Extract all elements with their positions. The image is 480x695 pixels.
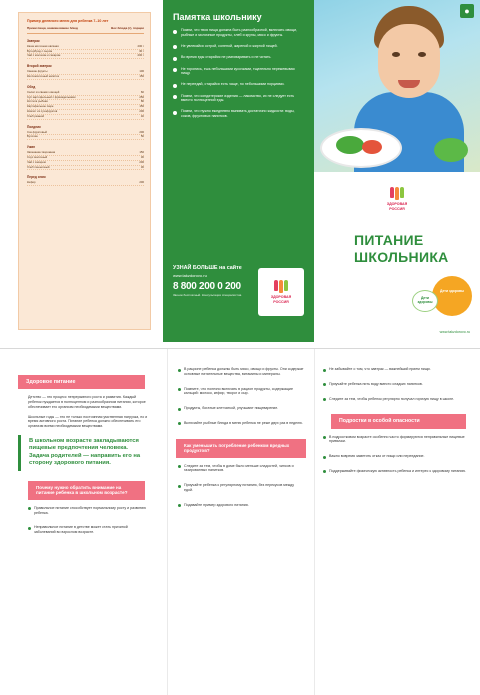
- healthy-eating-banner: Здоровое питание: [18, 375, 145, 389]
- bullet-icon: [28, 507, 31, 510]
- cover-title-line1: ПИТАНИЕ: [354, 232, 424, 248]
- menu-dish: Кисломолочный напиток: [27, 74, 59, 78]
- bullet-icon: [323, 456, 326, 459]
- menu-dish: Хлеб ржаной: [27, 113, 45, 118]
- menu-dish: Сок фруктовый: [27, 129, 47, 134]
- bullet-text: Приучайте ребенка к регулярному питанию, без перекусов между едой.: [184, 483, 295, 492]
- menu-amount: 200: [139, 159, 144, 164]
- bullet-item: [178, 406, 304, 416]
- bullet-text: Приучайте ребенка пить воду вместо сладких напитков.: [329, 381, 423, 386]
- paragraph: Школьные годы — это не только постоянная умственная нагрузка, но и время активного роста. Питание ребенка должно обеспечивать его организм всеми необходимыми веществами.: [28, 414, 148, 429]
- menu-dish: Суп картофельный с фрикадельками: [27, 94, 76, 99]
- reduce-junk-list: [178, 464, 304, 513]
- bullet-icon: [323, 369, 326, 372]
- bullet-text: Продукты, богатые клетчаткой, улучшают пищеварение.: [184, 406, 279, 411]
- inner-column-middle: [167, 349, 314, 695]
- tip-text: Не торопись, ешь небольшими кусочками, тщательно пережевывая пищу.: [181, 66, 295, 76]
- cover-logo-line1: ЗДОРОВАЯ: [386, 202, 408, 207]
- menu-dish: Соус молочный: [27, 154, 48, 159]
- bullet-item: [323, 454, 470, 464]
- menu-amount: 200: [139, 129, 144, 134]
- menu-amount: 30: [140, 164, 144, 169]
- menu-dish: Свежие фрукты: [27, 69, 48, 74]
- menu-dish: Хлеб пшеничный: [27, 164, 50, 169]
- menu-amount: 200 г: [137, 43, 144, 48]
- menu-header-row: [27, 27, 144, 33]
- why-attention-banner: Почему нужно обратить внимание на питание ребенка в школьном возрасте?: [28, 481, 145, 500]
- menu-amount: 40: [140, 113, 144, 118]
- bullet-icon: [173, 57, 177, 61]
- menu-panel: [0, 0, 163, 342]
- bullet-text: Неправильное питание в детстве может стать причиной заболеваний во взрослом возрасте.: [34, 525, 128, 535]
- cover-healthy-russia-logo: [376, 176, 418, 222]
- bullet-icon: [173, 45, 177, 49]
- menu-amount: 60: [140, 89, 144, 94]
- sticker-badge: Дети здоровы: [432, 276, 472, 316]
- menu-row: [27, 54, 144, 59]
- logo-line2: РОССИЯ: [273, 299, 289, 304]
- tips-title: Памятка школьнику: [173, 12, 262, 22]
- bullet-icon: [28, 527, 31, 530]
- menu-dish: Чай с молоком и сахаром: [27, 53, 61, 58]
- menu-dish: Бутерброд с сыром: [27, 48, 53, 53]
- healthy-eating-text: [0, 389, 167, 429]
- daily-menu-card: [18, 12, 151, 330]
- bullet-icon: [178, 369, 181, 372]
- meal-title: Второй завтрак: [27, 64, 52, 69]
- hotline-note: Звонок бесплатный. Консультация специалистов.: [173, 293, 243, 297]
- bullet-text: Включайте рыбные блюда в меню ребенка не реже двух раз в неделю.: [184, 420, 303, 425]
- tips-panel: [163, 0, 314, 342]
- menu-amount: 150: [139, 104, 144, 109]
- bullet-icon: [178, 504, 181, 507]
- menu-col-dish: Прием пищи, наименование блюд: [27, 26, 78, 31]
- menu-row: [27, 181, 144, 186]
- bullet-text: В рационе ребенка должны быть мясо, овощи и фрукты. Они содержат основные питательные вещества, витамины и минералы.: [184, 367, 304, 376]
- bullet-text: Поддерживайте физическую активность ребенка и интерес к здоровому питанию.: [329, 468, 467, 473]
- bullet-item: [323, 435, 470, 450]
- bullet-text: Подавайте пример здорового питания.: [184, 502, 249, 507]
- cover-site[interactable]: www.takzdorovo.ru: [439, 330, 470, 334]
- meal-title: Завтрак: [27, 38, 40, 43]
- highlight-quote: В школьном возрасте закладываются пищевые предпочтения человека. Задача родителей — направить его на сторону здорового питания.: [18, 435, 149, 471]
- cover-title: [354, 232, 449, 266]
- tip-item: [173, 109, 302, 119]
- menu-dish: Котлета рыбная: [27, 99, 48, 104]
- menu-amount: 200: [139, 108, 144, 113]
- bullet-icon: [173, 84, 177, 88]
- bullet-text: Следите за тем, чтобы ребенок регулярно получал горячую пищу в школе.: [329, 396, 455, 401]
- bullet-text: Следите за тем, чтобы в доме было меньше сладостей, чипсов и газированных напитков.: [184, 463, 294, 473]
- menu-amount: 150: [139, 150, 144, 155]
- menu-amount: 80: [140, 99, 144, 104]
- bullet-icon: [178, 422, 181, 425]
- menu-dish: Каша молочная овсяная: [27, 43, 59, 48]
- brochure-inner-side: [0, 348, 480, 695]
- meal-title: Полдник: [27, 124, 41, 129]
- menu-dish: Чай с сахаром: [27, 159, 46, 164]
- menu-row: [27, 166, 144, 171]
- tip-item: [173, 67, 302, 77]
- bullet-icon: [173, 95, 177, 99]
- sticker-inner-badge: Дети здоровы: [412, 290, 438, 312]
- bullet-item: [28, 525, 149, 540]
- bullet-icon: [323, 398, 326, 401]
- tip-text: Помни, что твоя пища должна быть разнообразной, включать овощи, рыбные и молочные продукты, хлеб и крупы, мясо и фрукты.: [181, 28, 298, 37]
- bullet-icon: [323, 436, 326, 439]
- healthy-russia-logo: [258, 268, 304, 316]
- bullet-item: [178, 483, 304, 498]
- menu-amount: 150: [139, 74, 144, 78]
- meal-title: Ужин: [27, 145, 36, 150]
- bullet-item: [323, 382, 470, 392]
- tips-list: [173, 28, 302, 119]
- tip-text: Не увлекайся острой, соленой, жареной и жирной пищей.: [181, 43, 278, 48]
- bullet-item: [178, 387, 304, 402]
- bullet-text: Не забывайте о том, что завтрак — важнейший прием пищи.: [329, 367, 431, 371]
- menu-dish: Компот из сухофруктов: [27, 108, 58, 113]
- bullet-icon: [178, 388, 181, 391]
- menu-row: [27, 135, 144, 140]
- boy-eating-photo: [314, 0, 480, 172]
- menu-amount: 50: [140, 134, 144, 139]
- menu-dish: Кефир: [27, 180, 36, 185]
- menu-amount: 200: [139, 180, 144, 185]
- bullet-icon: [178, 408, 181, 411]
- menu-row: [27, 115, 144, 120]
- bullet-icon: [178, 485, 181, 488]
- teenagers-text: [323, 435, 470, 479]
- bullet-item: [323, 367, 470, 377]
- learn-more-block: [173, 265, 251, 298]
- learn-more-title: УЗНАЙ БОЛЬШЕ на сайте: [173, 265, 242, 271]
- bullet-icon: [173, 30, 177, 34]
- why-attention-list: [0, 500, 167, 540]
- menu-amount: 30: [140, 154, 144, 159]
- bullet-item: [323, 469, 470, 479]
- meal-title: Обед: [27, 84, 36, 89]
- meal-title: Перед сном: [27, 175, 46, 180]
- people-icon: [274, 280, 288, 293]
- tip-item: [173, 94, 302, 104]
- tip-item: [173, 55, 302, 61]
- inner-column-right: [314, 349, 480, 695]
- menu-amount: 200 г: [137, 53, 144, 58]
- right-list: [323, 367, 470, 406]
- bullet-item: [178, 464, 304, 479]
- bullet-icon: [323, 383, 326, 386]
- tip-text: Помни, что нужно ежедневно выпивать достаточно жидкости: воды, соков, фруктовых напитков.: [181, 109, 295, 119]
- menu-dish: Салат из свежих овощей: [27, 89, 60, 94]
- bullet-icon: [173, 68, 177, 72]
- bullet-item: [178, 503, 304, 513]
- menu-col-amount: Вес блюда (г), порции: [111, 26, 144, 31]
- menu-dish: Запеканка творожная: [27, 150, 56, 155]
- inner-column-left: [0, 349, 167, 695]
- people-icon: [390, 187, 404, 200]
- menu-amount: 250: [139, 94, 144, 99]
- menu-title: Пример дневного меню для ребенка 7–10 лет: [27, 19, 109, 23]
- paragraph: Детство — это процесс непрерывного роста и развития. Каждый ребенок нуждается в полноценном и разнообразном питании, которое обеспечивает его организм необходимыми веществами.: [28, 395, 146, 409]
- menu-amount: 30 г: [139, 48, 144, 53]
- bullet-text: В подростковом возрасте особенно часто формируются неправильные пищевые привычки.: [329, 434, 465, 444]
- bullet-item: [178, 421, 304, 431]
- tip-text: Не переедай, старайся есть чаще, но небольшими порциями.: [181, 82, 285, 87]
- tip-text: Помни, что кондитерские изделия — лакомство, их не следует есть вместо полноценной еды.: [181, 93, 295, 103]
- apple-icon: ●: [460, 4, 474, 18]
- learn-more-site[interactable]: www.takzdorovo.ru: [173, 273, 207, 278]
- teenagers-banner: Подростки в особой опасности: [331, 414, 466, 428]
- bullet-item: [28, 506, 149, 521]
- brochure-outer-side: [0, 0, 480, 342]
- hotline-phone[interactable]: 8 800 200 0 200: [173, 281, 241, 292]
- menu-dish: Картофельное пюре: [27, 104, 54, 109]
- cover-panel: [314, 0, 480, 342]
- tip-item: [173, 82, 302, 88]
- menu-dish: Булочка: [27, 134, 38, 139]
- tip-item: [173, 28, 302, 38]
- tip-item: [173, 44, 302, 50]
- cover-title-line2: ШКОЛЬНИКА: [354, 249, 449, 265]
- reduce-junk-banner: Как уменьшить потребление ребенком вредных продуктов?: [176, 439, 306, 458]
- menu-amount: 100: [139, 69, 144, 74]
- logo-line1: ЗДОРОВАЯ: [270, 295, 292, 300]
- bullet-icon: [173, 111, 177, 115]
- bullet-text: Правильное питание способствует нормальному росту и развитию ребенка.: [34, 505, 147, 515]
- middle-text: [178, 367, 304, 431]
- bullet-text: Важно вовремя заметить отказ от пищи или переедание.: [329, 454, 425, 459]
- bullet-text: Помните, что полезно включать в рацион продукты, содержащие кальций: молоко, кефир, творог и сыр.: [184, 386, 293, 396]
- bullet-icon: [323, 470, 326, 473]
- bullet-item: [178, 367, 304, 382]
- menu-row: [27, 75, 144, 80]
- menu-body: [27, 39, 144, 186]
- bullet-item: [323, 397, 470, 407]
- tip-text: Во время еды старайся не разговаривать и не читать.: [181, 55, 272, 60]
- cover-logo-line2: РОССИЯ: [389, 206, 405, 211]
- bullet-icon: [178, 465, 181, 468]
